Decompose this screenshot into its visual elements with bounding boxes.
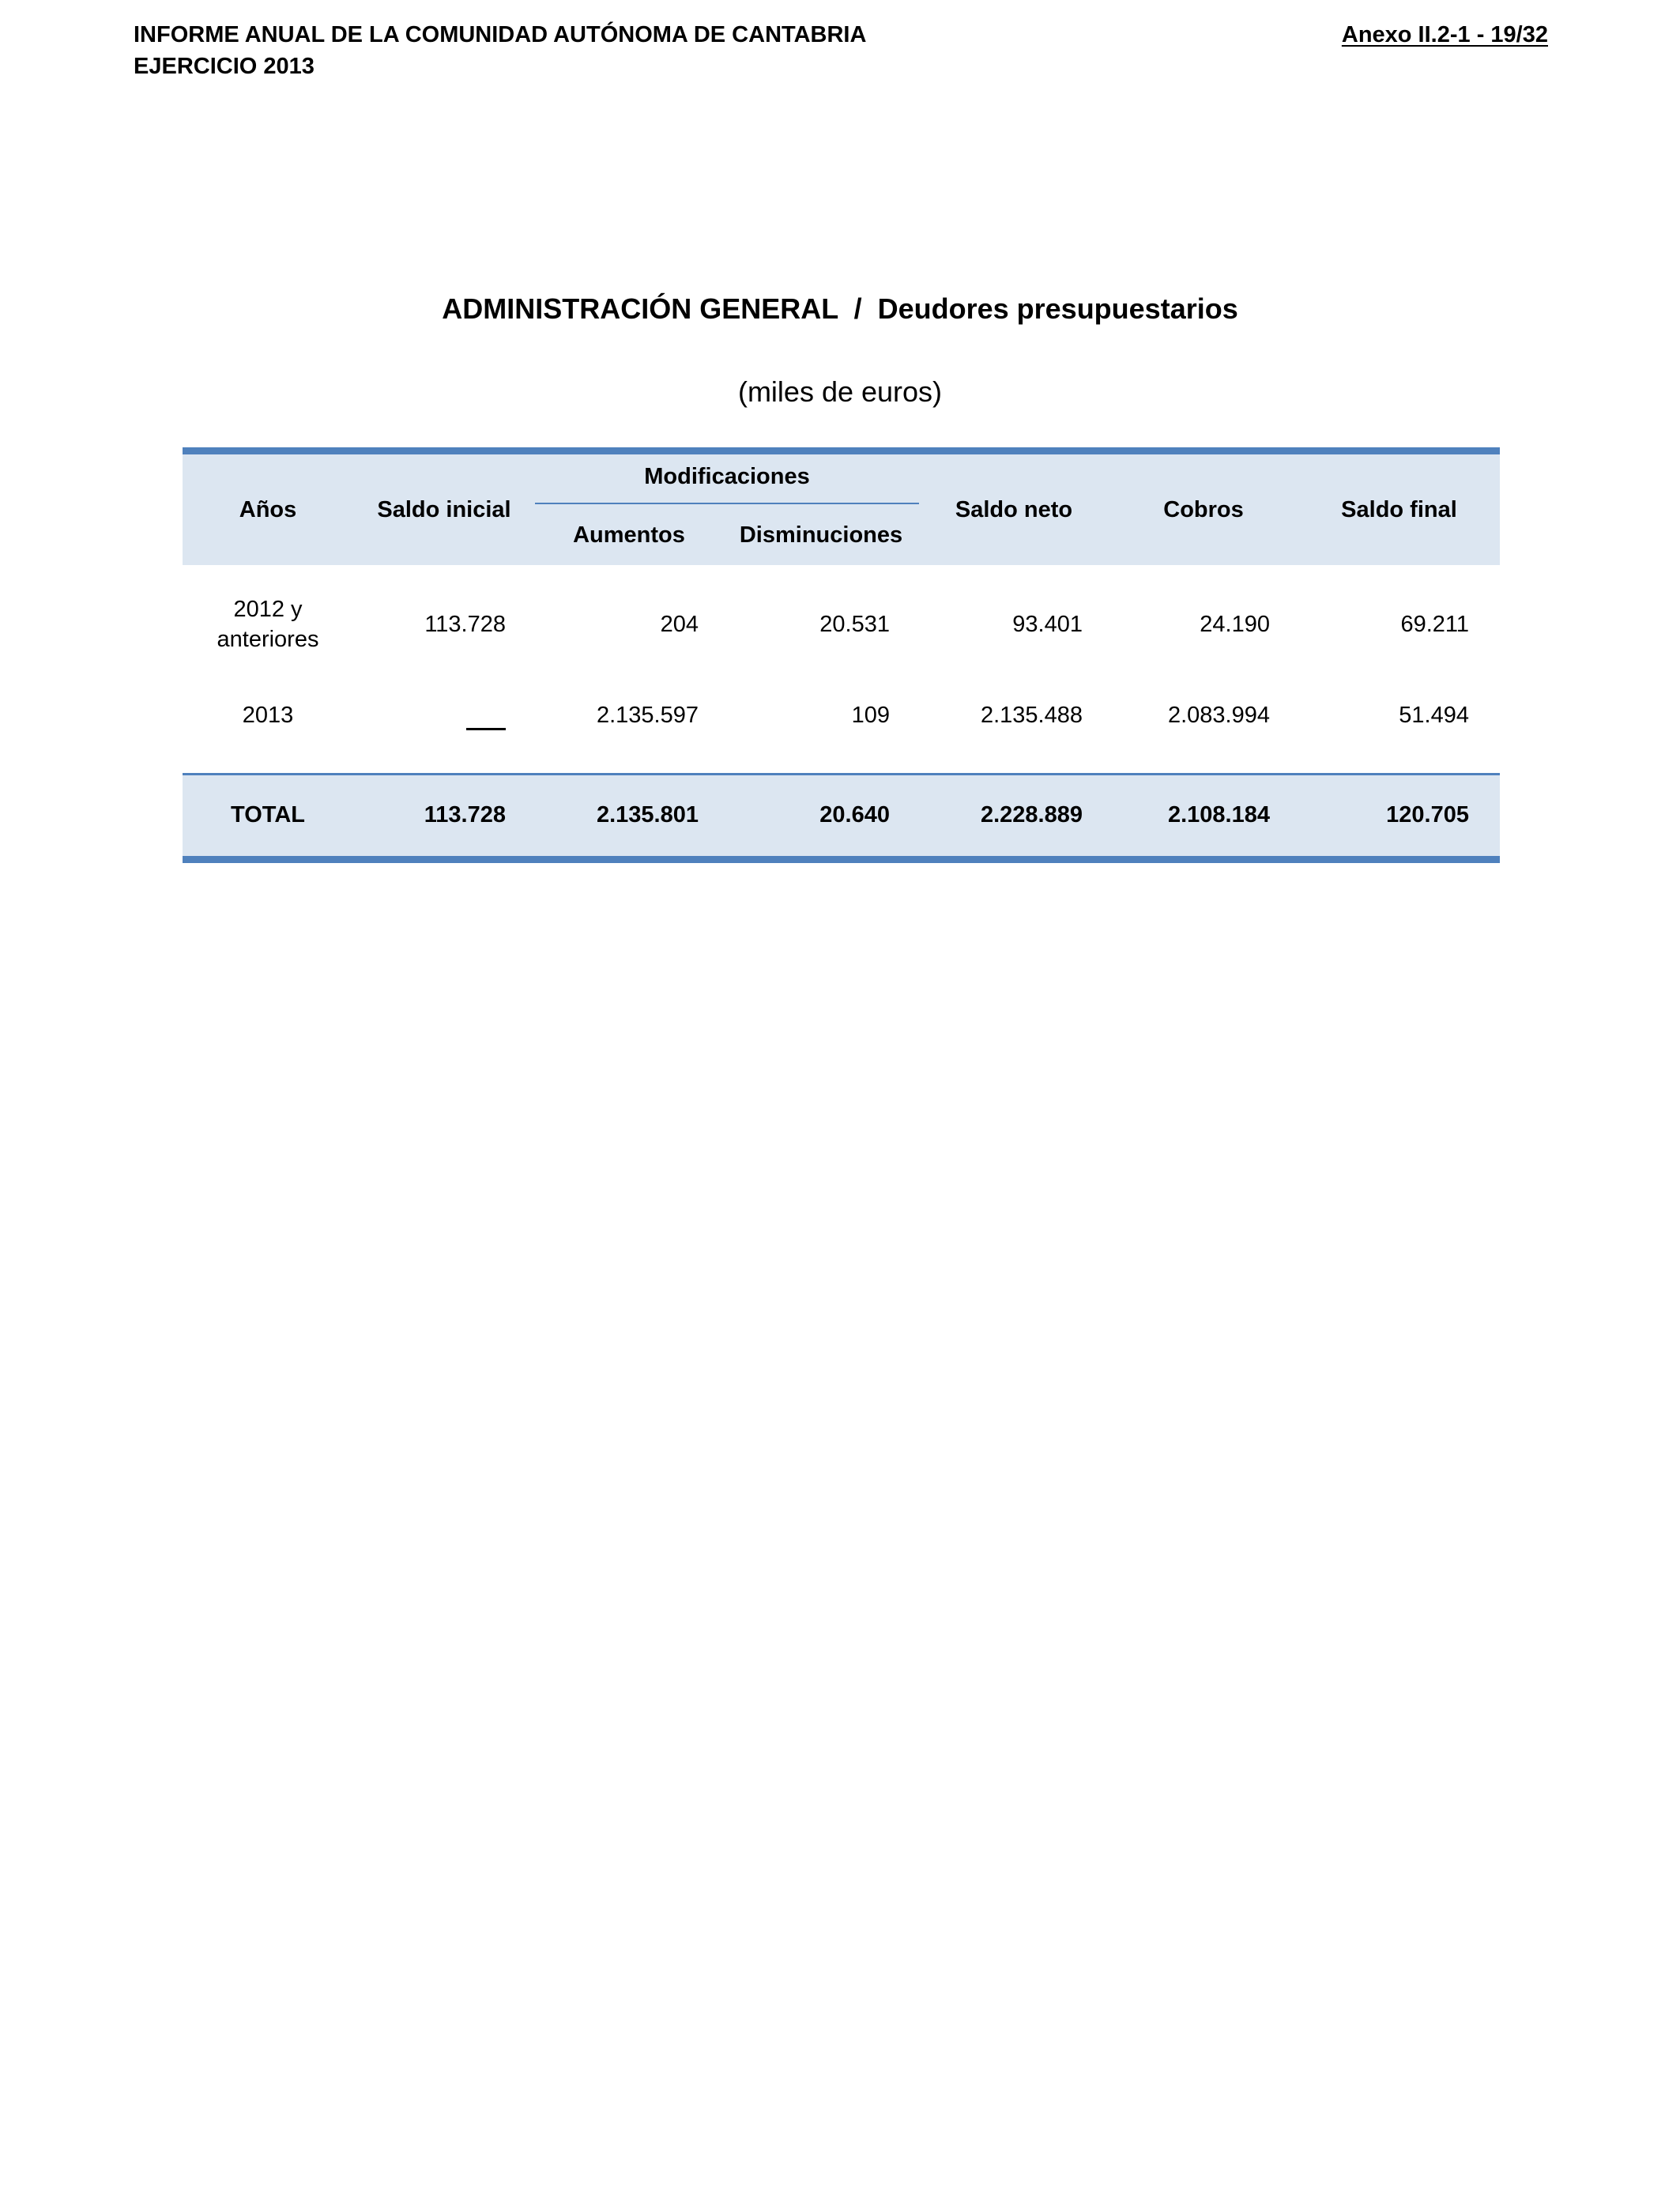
cell-disminuciones: 109 [851, 703, 890, 728]
col-header-saldo-final: Saldo final [1341, 497, 1457, 522]
annex-reference: Anexo II.2-1 - 19/32 [1341, 22, 1548, 47]
col-header-saldo-neto: Saldo neto [955, 497, 1073, 522]
col-header-modificaciones: Modificaciones [644, 464, 810, 489]
table-title: ADMINISTRACIÓN GENERAL / Deudores presupuestarios [442, 292, 1238, 325]
top-rule [183, 447, 1500, 454]
row-year: 2013 [242, 703, 294, 728]
cell-disminuciones: 20.531 [819, 612, 890, 637]
total-cobros: 2.108.184 [1167, 802, 1270, 827]
report-year: EJERCICIO 2013 [134, 54, 315, 79]
debtors-table [183, 447, 1500, 863]
modificaciones-rule [535, 503, 919, 504]
total-saldo-inicial: 113.728 [424, 802, 506, 827]
report-header [134, 19, 866, 82]
col-header-aumentos: Aumentos [573, 522, 685, 548]
col-header-disminuciones: Disminuciones [739, 522, 903, 548]
cell-saldo-final: 51.494 [1399, 703, 1469, 728]
total-saldo-final: 120.705 [1386, 802, 1469, 827]
cell-saldo-inicial: 113.728 [424, 612, 506, 637]
bottom-rule [183, 856, 1500, 863]
cell-aumentos: 2.135.597 [596, 703, 699, 728]
empty-value-dash [466, 728, 506, 730]
col-header-saldo-inicial: Saldo inicial [377, 497, 511, 522]
cell-saldo-neto: 2.135.488 [980, 703, 1083, 728]
total-label: TOTAL [231, 802, 305, 827]
total-saldo-neto: 2.228.889 [980, 802, 1083, 827]
cell-aumentos: 204 [660, 612, 699, 637]
cell-saldo-final: 69.211 [1400, 612, 1469, 637]
total-disminuciones: 20.640 [819, 802, 890, 827]
cell-saldo-neto: 93.401 [1012, 612, 1083, 637]
cell-cobros: 2.083.994 [1167, 703, 1270, 728]
col-header-anos: Años [239, 497, 297, 522]
row-year-line2: anteriores [217, 627, 319, 652]
table-subtitle: (miles de euros) [737, 375, 943, 408]
total-aumentos: 2.135.801 [596, 802, 699, 827]
report-title: INFORME ANUAL DE LA COMUNIDAD AUTÓNOMA DE CANTABRIA [134, 22, 867, 47]
col-header-cobros: Cobros [1163, 497, 1244, 522]
cell-cobros: 24.190 [1200, 612, 1270, 637]
row-year-line1: 2012 y [233, 597, 303, 622]
